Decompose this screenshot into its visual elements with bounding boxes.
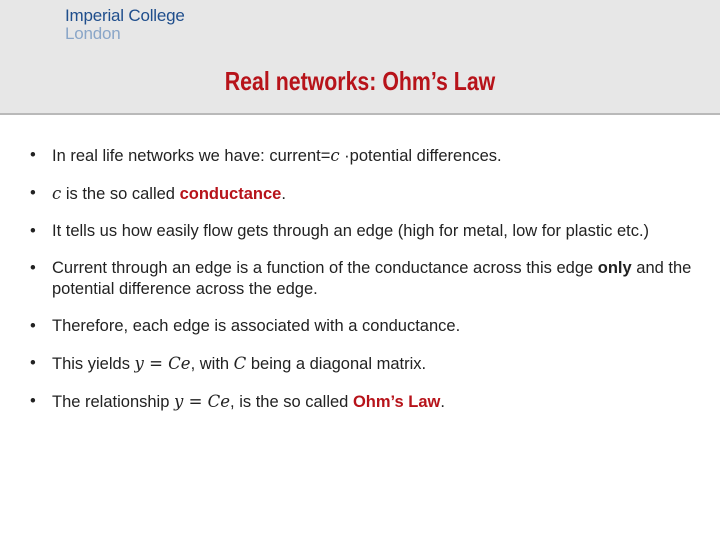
bullet-dot-icon: • [30,184,36,202]
bullet-dot-icon: • [30,146,36,164]
bullet-item [30,316,695,337]
bullet-text-segment: Ohm’s Law [352,393,441,411]
bullet-text-segment: In real life networks we have: current= [52,147,331,165]
bullet-text-segment: It tells us how easily flow gets through an edge (high for metal, low for plastic etc.) [52,222,650,240]
bullet-text-segment: This yields [52,355,135,373]
bullet-text-segment: C [233,354,247,373]
logo-line-2: London [65,24,121,43]
bullet-text-segment: and the potential difference across the edge. [52,259,692,298]
logo-line-1: Imperial College [65,6,185,25]
bullet-item [30,183,695,205]
bullet-text-segment: Therefore, each edge is associated with a conductance. [52,317,461,335]
bullet-text-segment: The relationship [52,393,174,411]
imperial-college-logo [65,7,185,43]
slide-header [0,0,720,115]
bullet-text-segment: c [52,184,62,203]
bullet-dot-icon: • [30,222,36,240]
bullet-text-segment: y = Ce [134,354,191,373]
bullet-text-segment: conductance [179,185,282,203]
bullet-text-segment: is the so called [61,185,180,203]
bullet-dot-icon: • [30,392,36,410]
bullet-item [30,145,695,167]
bullet-text-segment: , is the so called [230,393,353,411]
bullet-dot-icon: • [30,259,36,277]
bullet-dot-icon: • [30,354,36,372]
bullet-item [30,353,695,375]
bullet-text-segment: . [281,185,286,203]
bullet-text-segment: ·potential differences. [339,147,502,165]
bullet-text-segment: . [440,393,445,411]
bullet-text-segment: c [330,146,340,165]
bullet-item [30,258,695,300]
bullet-text-segment: , with [190,355,234,373]
bullet-text-segment: Current through an edge is a function of the conductance across this edge [52,259,598,277]
bullet-list [30,145,695,429]
bullet-text-segment: only [597,259,632,277]
bullet-text-segment: y = Ce [174,392,231,411]
slide-title: Real networks: Ohm’s Law [224,66,496,96]
bullet-item [30,221,695,242]
bullet-dot-icon: • [30,317,36,335]
bullet-text-segment: being a diagonal matrix. [246,355,427,373]
bullet-item [30,391,695,413]
